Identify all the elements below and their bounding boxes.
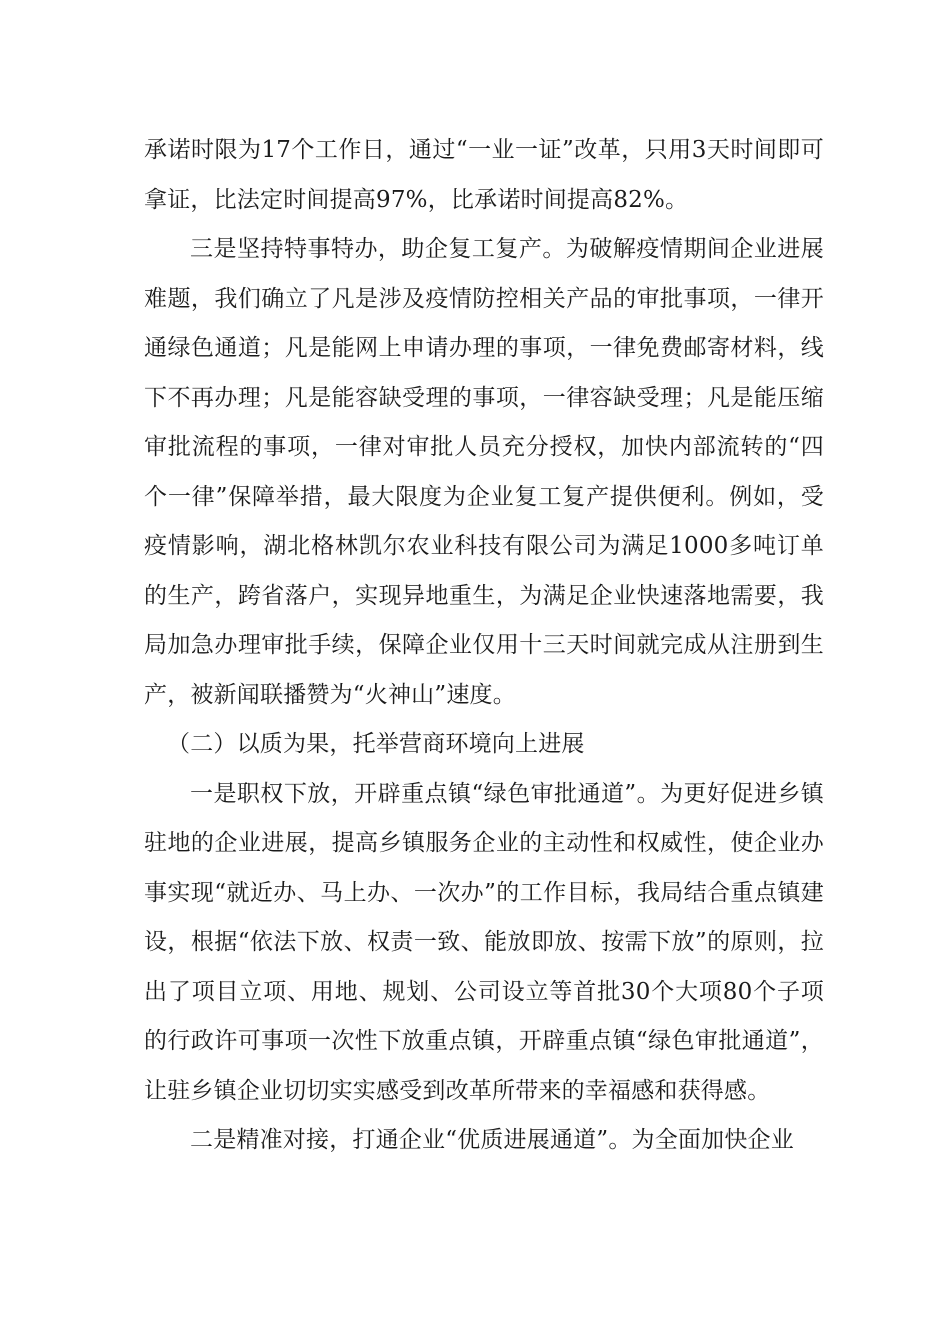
- paragraph-continuation: 承诺时限为17个工作日，通过“一业一证”改革，只用3天时间即可拿证，比法定时间提高97%，比承诺时间提高82%。: [144, 137, 824, 213]
- paragraph-special-handling: 三是坚持特事特办，助企复工复产。为破解疫情期间企业进展难题，我们确立了凡是涉及疫情防控相关产品的审批事项，一律开通绿色通道；凡是能网上申请办理的事项，一律免费邮寄材料，线下不再办理；凡是能容缺受理的事项，一律容缺受理；凡是能压缩审批流程的事项，一律对审批人员充分授权，加快内部流转的“四个一律”保障举措，最大限度为企业复工复产提供便利。例如，受疫情影响，湖北格林凯尔农业科技有限公司为满足1000多吨订单的生产，跨省落户，实现异地重生，为满足企业快速落地需要，我局加急办理审批手续，保障企业仅用十三天时间就完成从注册到生产，被新闻联播赞为“火神山”速度。: [144, 236, 824, 708]
- paragraph-precise-docking: 二是精准对接，打通企业“优质进展通道”。为全面加快企业: [190, 1127, 794, 1153]
- document-body: [144, 126, 824, 1166]
- section-heading: （二）以质为果，托举营商环境向上进展: [167, 731, 585, 757]
- paragraph-power-delegation: 一是职权下放，开辟重点镇“绿色审批通道”。为更好促进乡镇驻地的企业进展，提高乡镇服务企业的主动性和权威性，使企业办事实现“就近办、马上办、一次办”的工作目标，我局结合重点镇建设，根据“依法下放、权责一致、能放即放、按需下放”的原则，拉出了项目立项、用地、规划、公司设立等首批30个大项80个子项的行政许可事项一次性下放重点镇，开辟重点镇“绿色审批通道”，让驻乡镇企业切切实实感受到改革所带来的幸福感和获得感。: [144, 780, 824, 1104]
